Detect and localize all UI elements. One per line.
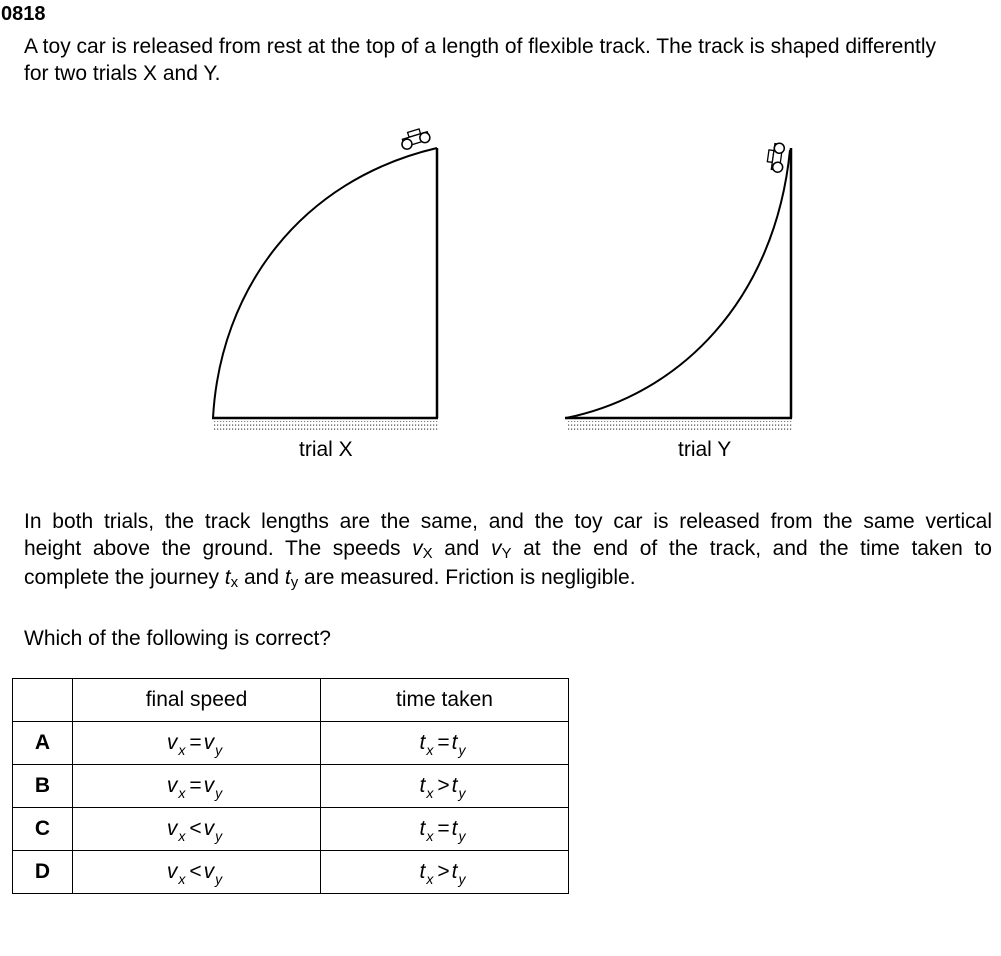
trial-x-diagram: [212, 127, 438, 430]
options-table: [12, 678, 569, 894]
lhs: t: [419, 731, 426, 754]
option-letter[interactable]: A: [13, 722, 73, 765]
rhs-subscript: y: [215, 871, 223, 887]
operator: >: [437, 774, 450, 797]
time-relation: [321, 765, 569, 808]
track-diagram: [0, 0, 1001, 470]
time-relation: [321, 851, 569, 894]
lhs: v: [166, 817, 178, 840]
body-text: and: [238, 566, 285, 589]
option-letter[interactable]: B: [13, 765, 73, 808]
toy-car-icon: [399, 127, 431, 151]
lhs: v: [166, 731, 178, 754]
body-text: are measured. Friction is negligible.: [298, 566, 636, 589]
lhs-subscript: x: [178, 742, 186, 758]
lhs-subscript: x: [178, 785, 186, 801]
option-letter[interactable]: D: [13, 851, 73, 894]
lhs: v: [166, 860, 178, 883]
speed-relation: [73, 765, 321, 808]
speed-relation: [73, 851, 321, 894]
body-text: complete the journey: [24, 566, 225, 589]
rhs: t: [451, 817, 458, 840]
table-header-row: [13, 679, 569, 722]
rhs-subscript: y: [458, 742, 466, 758]
option-letter[interactable]: C: [13, 808, 73, 851]
lhs-subscript: x: [178, 871, 186, 887]
header-empty: [13, 679, 73, 722]
rhs: t: [451, 731, 458, 754]
operator: =: [189, 731, 202, 754]
operator: >: [437, 860, 450, 883]
rhs: v: [203, 817, 215, 840]
option-row-b[interactable]: [13, 765, 569, 808]
toy-car-icon: [766, 142, 786, 173]
intro-line-2: for two trials X and Y.: [24, 62, 221, 85]
body-line-3: [24, 564, 992, 593]
subscript-y: Y: [501, 545, 512, 562]
option-row-a[interactable]: [13, 722, 569, 765]
trial-y-ground-hatch: [567, 421, 792, 430]
lhs: v: [166, 774, 178, 797]
trial-y-caption: trial Y: [678, 438, 732, 461]
operator: =: [437, 731, 450, 754]
rhs: v: [203, 774, 215, 797]
symbol-t: t: [284, 566, 291, 589]
body-text: height above the ground. The speeds: [24, 537, 413, 560]
speed-relation: [73, 808, 321, 851]
body-text: at the end of the track, and the time taken to: [511, 537, 992, 560]
lhs-subscript: x: [426, 785, 434, 801]
rhs-subscript: y: [458, 828, 466, 844]
rhs-subscript: y: [215, 828, 223, 844]
subscript-x: x: [230, 574, 239, 591]
header-time-taken: time taken: [321, 679, 569, 722]
rhs-subscript: y: [215, 742, 223, 758]
question-body: [24, 508, 992, 593]
lhs: t: [419, 817, 426, 840]
option-row-c[interactable]: [13, 808, 569, 851]
operator: =: [437, 817, 450, 840]
body-line-2: [24, 535, 992, 564]
rhs: t: [451, 860, 458, 883]
rhs-subscript: y: [215, 785, 223, 801]
question-prompt: Which of the following is correct?: [24, 627, 331, 650]
lhs: t: [419, 774, 426, 797]
lhs: t: [419, 860, 426, 883]
trial-x-track: [213, 148, 437, 418]
rhs-subscript: y: [458, 871, 466, 887]
speed-relation: [73, 722, 321, 765]
header-final-speed: final speed: [73, 679, 321, 722]
trial-y-diagram: [565, 142, 792, 430]
lhs-subscript: x: [178, 828, 186, 844]
lhs-subscript: x: [426, 871, 434, 887]
subscript-y: y: [290, 574, 299, 591]
trial-x-ground-hatch: [214, 421, 438, 430]
rhs: v: [203, 731, 215, 754]
rhs: v: [203, 860, 215, 883]
intro-line-1: A toy car is released from rest at the top of a length of flexible track. The track is shaped differently: [24, 35, 937, 58]
operator: <: [189, 860, 202, 883]
body-line-1: In both trials, the track lengths are the same, and the toy car is released from the same vertical: [24, 510, 992, 533]
operator: =: [189, 774, 202, 797]
body-text: and: [432, 537, 491, 560]
symbol-v: v: [412, 537, 423, 560]
lhs-subscript: x: [426, 828, 434, 844]
symbol-t: t: [224, 566, 231, 589]
trial-x-caption: trial X: [299, 438, 353, 461]
time-relation: [321, 808, 569, 851]
symbol-v: v: [490, 537, 502, 560]
rhs: t: [451, 774, 458, 797]
operator: <: [189, 817, 202, 840]
rhs-subscript: y: [458, 785, 466, 801]
option-row-d[interactable]: [13, 851, 569, 894]
time-relation: [321, 722, 569, 765]
lhs-subscript: x: [426, 742, 434, 758]
trial-y-track: [566, 150, 790, 418]
subscript-x: X: [422, 545, 433, 562]
question-number: 0818: [1, 3, 46, 25]
